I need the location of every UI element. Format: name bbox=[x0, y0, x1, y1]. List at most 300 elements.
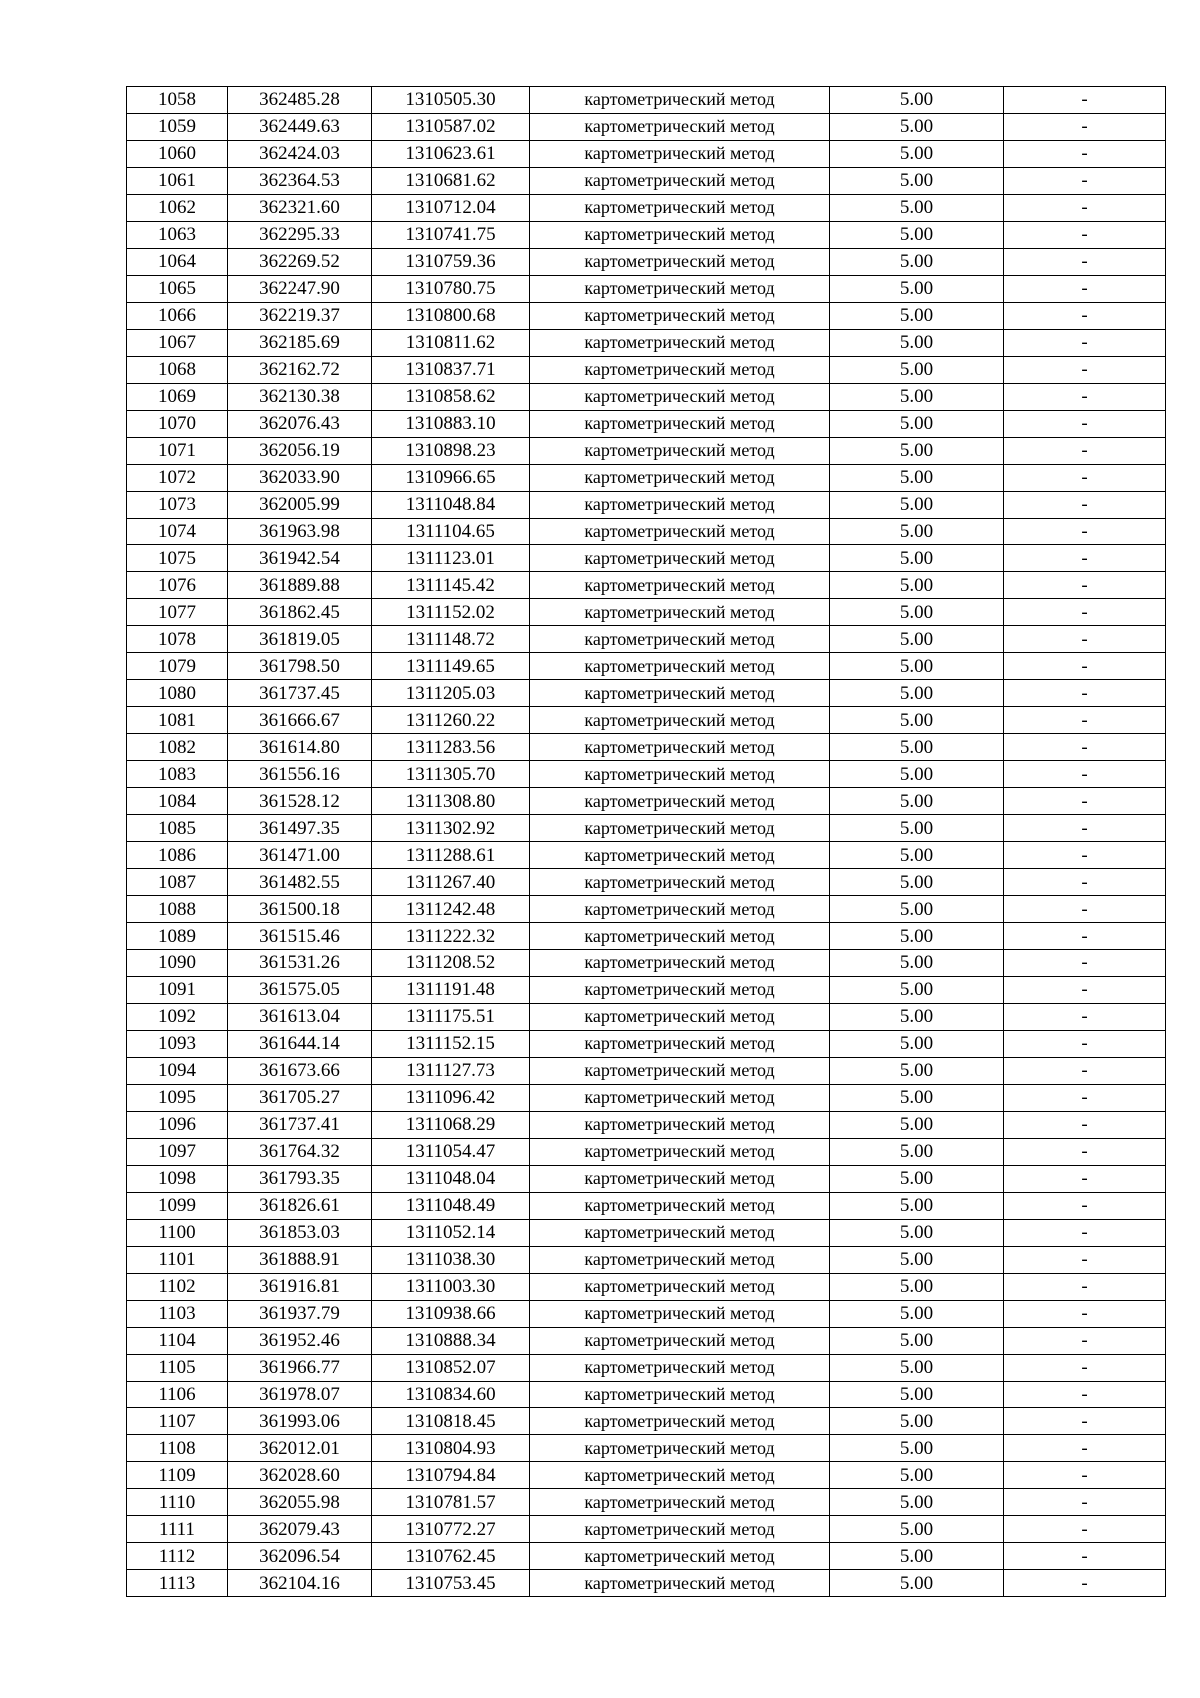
cell-method: картометрический метод bbox=[530, 1273, 830, 1300]
table-row bbox=[127, 329, 1166, 356]
cell-note: - bbox=[1004, 248, 1166, 275]
cell-y: 1310762.45 bbox=[372, 1543, 530, 1570]
cell-method: картометрический метод bbox=[530, 1300, 830, 1327]
table-row bbox=[127, 1192, 1166, 1219]
cell-accuracy: 5.00 bbox=[830, 1543, 1004, 1570]
table-row bbox=[127, 1489, 1166, 1516]
cell-accuracy: 5.00 bbox=[830, 87, 1004, 114]
cell-y: 1310834.60 bbox=[372, 1381, 530, 1408]
cell-point: 1085 bbox=[127, 815, 228, 842]
cell-note: - bbox=[1004, 1273, 1166, 1300]
cell-point: 1063 bbox=[127, 221, 228, 248]
cell-method: картометрический метод bbox=[530, 572, 830, 599]
cell-note: - bbox=[1004, 1057, 1166, 1084]
cell-y: 1310741.75 bbox=[372, 221, 530, 248]
cell-point: 1069 bbox=[127, 383, 228, 410]
cell-accuracy: 5.00 bbox=[830, 761, 1004, 788]
cell-method: картометрический метод bbox=[530, 923, 830, 950]
cell-method: картометрический метод bbox=[530, 976, 830, 1003]
cell-y: 1310681.62 bbox=[372, 167, 530, 194]
cell-point: 1065 bbox=[127, 275, 228, 302]
cell-x: 362424.03 bbox=[228, 140, 372, 167]
cell-note: - bbox=[1004, 1408, 1166, 1435]
cell-accuracy: 5.00 bbox=[830, 1327, 1004, 1354]
cell-note: - bbox=[1004, 761, 1166, 788]
cell-method: картометрический метод bbox=[530, 1489, 830, 1516]
cell-y: 1311208.52 bbox=[372, 950, 530, 977]
cell-x: 362005.99 bbox=[228, 491, 372, 518]
table-row bbox=[127, 1219, 1166, 1246]
cell-x: 361673.66 bbox=[228, 1057, 372, 1084]
table-row bbox=[127, 653, 1166, 680]
cell-y: 1311308.80 bbox=[372, 788, 530, 815]
cell-point: 1090 bbox=[127, 950, 228, 977]
cell-note: - bbox=[1004, 788, 1166, 815]
table-row bbox=[127, 1543, 1166, 1570]
cell-y: 1310753.45 bbox=[372, 1570, 530, 1597]
cell-accuracy: 5.00 bbox=[830, 1462, 1004, 1489]
cell-method: картометрический метод bbox=[530, 383, 830, 410]
cell-accuracy: 5.00 bbox=[830, 815, 1004, 842]
cell-point: 1076 bbox=[127, 572, 228, 599]
cell-accuracy: 5.00 bbox=[830, 896, 1004, 923]
cell-y: 1310804.93 bbox=[372, 1435, 530, 1462]
table-row bbox=[127, 491, 1166, 518]
cell-method: картометрический метод bbox=[530, 221, 830, 248]
cell-accuracy: 5.00 bbox=[830, 1030, 1004, 1057]
cell-method: картометрический метод bbox=[530, 1462, 830, 1489]
cell-note: - bbox=[1004, 1381, 1166, 1408]
table-row bbox=[127, 1273, 1166, 1300]
cell-point: 1113 bbox=[127, 1570, 228, 1597]
cell-point: 1110 bbox=[127, 1489, 228, 1516]
cell-x: 361862.45 bbox=[228, 599, 372, 626]
cell-y: 1311152.02 bbox=[372, 599, 530, 626]
cell-y: 1311104.65 bbox=[372, 518, 530, 545]
cell-point: 1088 bbox=[127, 896, 228, 923]
cell-method: картометрический метод bbox=[530, 1111, 830, 1138]
cell-x: 361826.61 bbox=[228, 1192, 372, 1219]
cell-accuracy: 5.00 bbox=[830, 1138, 1004, 1165]
cell-accuracy: 5.00 bbox=[830, 1192, 1004, 1219]
cell-accuracy: 5.00 bbox=[830, 1057, 1004, 1084]
cell-y: 1311260.22 bbox=[372, 707, 530, 734]
cell-method: картометрический метод bbox=[530, 518, 830, 545]
cell-method: картометрический метод bbox=[530, 140, 830, 167]
cell-method: картометрический метод bbox=[530, 1543, 830, 1570]
cell-method: картометрический метод bbox=[530, 302, 830, 329]
table-row bbox=[127, 194, 1166, 221]
cell-point: 1087 bbox=[127, 869, 228, 896]
table-row bbox=[127, 869, 1166, 896]
cell-method: картометрический метод bbox=[530, 1327, 830, 1354]
cell-y: 1311242.48 bbox=[372, 896, 530, 923]
cell-accuracy: 5.00 bbox=[830, 572, 1004, 599]
cell-x: 361942.54 bbox=[228, 545, 372, 572]
cell-accuracy: 5.00 bbox=[830, 1084, 1004, 1111]
cell-point: 1108 bbox=[127, 1435, 228, 1462]
cell-point: 1061 bbox=[127, 167, 228, 194]
cell-method: картометрический метод bbox=[530, 437, 830, 464]
coordinates-table-body bbox=[127, 87, 1166, 1597]
cell-x: 362449.63 bbox=[228, 113, 372, 140]
cell-method: картометрический метод bbox=[530, 1246, 830, 1273]
cell-y: 1310888.34 bbox=[372, 1327, 530, 1354]
cell-y: 1310858.62 bbox=[372, 383, 530, 410]
table-row bbox=[127, 1111, 1166, 1138]
cell-method: картометрический метод bbox=[530, 194, 830, 221]
cell-method: картометрический метод bbox=[530, 626, 830, 653]
cell-note: - bbox=[1004, 976, 1166, 1003]
cell-x: 362056.19 bbox=[228, 437, 372, 464]
cell-note: - bbox=[1004, 545, 1166, 572]
cell-point: 1072 bbox=[127, 464, 228, 491]
cell-x: 361531.26 bbox=[228, 950, 372, 977]
cell-x: 362485.28 bbox=[228, 87, 372, 114]
cell-x: 361644.14 bbox=[228, 1030, 372, 1057]
cell-method: картометрический метод bbox=[530, 275, 830, 302]
cell-point: 1100 bbox=[127, 1219, 228, 1246]
cell-note: - bbox=[1004, 680, 1166, 707]
cell-y: 1310966.65 bbox=[372, 464, 530, 491]
cell-y: 1311123.01 bbox=[372, 545, 530, 572]
cell-accuracy: 5.00 bbox=[830, 1381, 1004, 1408]
table-row bbox=[127, 87, 1166, 114]
cell-x: 361737.41 bbox=[228, 1111, 372, 1138]
cell-y: 1310712.04 bbox=[372, 194, 530, 221]
cell-y: 1311003.30 bbox=[372, 1273, 530, 1300]
cell-method: картометрический метод bbox=[530, 734, 830, 761]
cell-accuracy: 5.00 bbox=[830, 1570, 1004, 1597]
table-row bbox=[127, 976, 1166, 1003]
cell-point: 1070 bbox=[127, 410, 228, 437]
cell-accuracy: 5.00 bbox=[830, 1516, 1004, 1543]
cell-note: - bbox=[1004, 356, 1166, 383]
table-row bbox=[127, 356, 1166, 383]
cell-accuracy: 5.00 bbox=[830, 1300, 1004, 1327]
table-row bbox=[127, 113, 1166, 140]
cell-note: - bbox=[1004, 221, 1166, 248]
cell-accuracy: 5.00 bbox=[830, 653, 1004, 680]
cell-x: 362295.33 bbox=[228, 221, 372, 248]
cell-point: 1097 bbox=[127, 1138, 228, 1165]
cell-point: 1094 bbox=[127, 1057, 228, 1084]
cell-accuracy: 5.00 bbox=[830, 976, 1004, 1003]
cell-point: 1066 bbox=[127, 302, 228, 329]
cell-y: 1311205.03 bbox=[372, 680, 530, 707]
cell-accuracy: 5.00 bbox=[830, 680, 1004, 707]
cell-note: - bbox=[1004, 410, 1166, 437]
table-row bbox=[127, 923, 1166, 950]
cell-x: 361471.00 bbox=[228, 842, 372, 869]
cell-y: 1310781.57 bbox=[372, 1489, 530, 1516]
cell-point: 1102 bbox=[127, 1273, 228, 1300]
cell-accuracy: 5.00 bbox=[830, 545, 1004, 572]
cell-y: 1310938.66 bbox=[372, 1300, 530, 1327]
cell-note: - bbox=[1004, 87, 1166, 114]
cell-method: картометрический метод bbox=[530, 842, 830, 869]
table-row bbox=[127, 1084, 1166, 1111]
cell-x: 362104.16 bbox=[228, 1570, 372, 1597]
cell-point: 1073 bbox=[127, 491, 228, 518]
cell-note: - bbox=[1004, 1543, 1166, 1570]
cell-y: 1311191.48 bbox=[372, 976, 530, 1003]
cell-note: - bbox=[1004, 869, 1166, 896]
cell-point: 1095 bbox=[127, 1084, 228, 1111]
table-row bbox=[127, 1165, 1166, 1192]
cell-method: картометрический метод bbox=[530, 464, 830, 491]
cell-x: 362096.54 bbox=[228, 1543, 372, 1570]
cell-x: 361963.98 bbox=[228, 518, 372, 545]
cell-method: картометрический метод bbox=[530, 356, 830, 383]
table-row bbox=[127, 1462, 1166, 1489]
cell-y: 1311288.61 bbox=[372, 842, 530, 869]
cell-x: 361528.12 bbox=[228, 788, 372, 815]
cell-accuracy: 5.00 bbox=[830, 1489, 1004, 1516]
cell-accuracy: 5.00 bbox=[830, 788, 1004, 815]
cell-point: 1064 bbox=[127, 248, 228, 275]
cell-note: - bbox=[1004, 113, 1166, 140]
table-row bbox=[127, 626, 1166, 653]
table-row bbox=[127, 302, 1166, 329]
cell-method: картометрический метод bbox=[530, 1165, 830, 1192]
cell-note: - bbox=[1004, 1111, 1166, 1138]
cell-point: 1103 bbox=[127, 1300, 228, 1327]
cell-y: 1311283.56 bbox=[372, 734, 530, 761]
cell-accuracy: 5.00 bbox=[830, 518, 1004, 545]
table-row bbox=[127, 734, 1166, 761]
cell-method: картометрический метод bbox=[530, 1057, 830, 1084]
cell-note: - bbox=[1004, 1003, 1166, 1030]
cell-y: 1310587.02 bbox=[372, 113, 530, 140]
cell-point: 1104 bbox=[127, 1327, 228, 1354]
cell-note: - bbox=[1004, 518, 1166, 545]
cell-note: - bbox=[1004, 842, 1166, 869]
cell-note: - bbox=[1004, 1300, 1166, 1327]
cell-point: 1074 bbox=[127, 518, 228, 545]
cell-method: картометрический метод bbox=[530, 248, 830, 275]
cell-method: картометрический метод bbox=[530, 1003, 830, 1030]
cell-note: - bbox=[1004, 1219, 1166, 1246]
cell-x: 362028.60 bbox=[228, 1462, 372, 1489]
cell-point: 1089 bbox=[127, 923, 228, 950]
cell-point: 1077 bbox=[127, 599, 228, 626]
table-row bbox=[127, 788, 1166, 815]
cell-note: - bbox=[1004, 1570, 1166, 1597]
cell-x: 361737.45 bbox=[228, 680, 372, 707]
cell-x: 362012.01 bbox=[228, 1435, 372, 1462]
cell-note: - bbox=[1004, 923, 1166, 950]
cell-y: 1311127.73 bbox=[372, 1057, 530, 1084]
table-row bbox=[127, 815, 1166, 842]
cell-point: 1081 bbox=[127, 707, 228, 734]
cell-note: - bbox=[1004, 329, 1166, 356]
cell-accuracy: 5.00 bbox=[830, 707, 1004, 734]
cell-y: 1311149.65 bbox=[372, 653, 530, 680]
cell-x: 361978.07 bbox=[228, 1381, 372, 1408]
cell-method: картометрический метод bbox=[530, 1354, 830, 1381]
table-row bbox=[127, 1138, 1166, 1165]
cell-y: 1311152.15 bbox=[372, 1030, 530, 1057]
cell-x: 361889.88 bbox=[228, 572, 372, 599]
cell-x: 361705.27 bbox=[228, 1084, 372, 1111]
cell-point: 1080 bbox=[127, 680, 228, 707]
cell-method: картометрический метод bbox=[530, 1084, 830, 1111]
cell-accuracy: 5.00 bbox=[830, 1408, 1004, 1435]
cell-point: 1091 bbox=[127, 976, 228, 1003]
cell-point: 1109 bbox=[127, 1462, 228, 1489]
table-row bbox=[127, 248, 1166, 275]
cell-x: 361497.35 bbox=[228, 815, 372, 842]
cell-point: 1101 bbox=[127, 1246, 228, 1273]
cell-y: 1310811.62 bbox=[372, 329, 530, 356]
cell-y: 1311305.70 bbox=[372, 761, 530, 788]
cell-accuracy: 5.00 bbox=[830, 1003, 1004, 1030]
cell-y: 1310794.84 bbox=[372, 1462, 530, 1489]
cell-note: - bbox=[1004, 599, 1166, 626]
cell-x: 361515.46 bbox=[228, 923, 372, 950]
cell-y: 1310898.23 bbox=[372, 437, 530, 464]
cell-note: - bbox=[1004, 1138, 1166, 1165]
cell-accuracy: 5.00 bbox=[830, 1165, 1004, 1192]
cell-accuracy: 5.00 bbox=[830, 1111, 1004, 1138]
table-row bbox=[127, 896, 1166, 923]
cell-x: 361666.67 bbox=[228, 707, 372, 734]
cell-accuracy: 5.00 bbox=[830, 140, 1004, 167]
table-row bbox=[127, 572, 1166, 599]
cell-note: - bbox=[1004, 734, 1166, 761]
cell-note: - bbox=[1004, 1165, 1166, 1192]
cell-point: 1096 bbox=[127, 1111, 228, 1138]
table-row bbox=[127, 140, 1166, 167]
table-row bbox=[127, 1003, 1166, 1030]
table-row bbox=[127, 950, 1166, 977]
cell-note: - bbox=[1004, 167, 1166, 194]
table-row bbox=[127, 1057, 1166, 1084]
cell-note: - bbox=[1004, 1327, 1166, 1354]
cell-y: 1311145.42 bbox=[372, 572, 530, 599]
cell-note: - bbox=[1004, 1246, 1166, 1273]
cell-point: 1082 bbox=[127, 734, 228, 761]
cell-method: картометрический метод bbox=[530, 1435, 830, 1462]
cell-method: картометрический метод bbox=[530, 113, 830, 140]
cell-accuracy: 5.00 bbox=[830, 221, 1004, 248]
cell-note: - bbox=[1004, 950, 1166, 977]
table-row bbox=[127, 275, 1166, 302]
table-row bbox=[127, 437, 1166, 464]
table-row bbox=[127, 707, 1166, 734]
table-row bbox=[127, 1516, 1166, 1543]
table-row bbox=[127, 1030, 1166, 1057]
cell-y: 1311048.84 bbox=[372, 491, 530, 518]
cell-point: 1059 bbox=[127, 113, 228, 140]
cell-y: 1311038.30 bbox=[372, 1246, 530, 1273]
cell-method: картометрический метод bbox=[530, 1516, 830, 1543]
cell-note: - bbox=[1004, 194, 1166, 221]
cell-method: картометрический метод bbox=[530, 707, 830, 734]
cell-y: 1311096.42 bbox=[372, 1084, 530, 1111]
cell-accuracy: 5.00 bbox=[830, 842, 1004, 869]
cell-point: 1062 bbox=[127, 194, 228, 221]
cell-point: 1084 bbox=[127, 788, 228, 815]
cell-note: - bbox=[1004, 572, 1166, 599]
cell-x: 361916.81 bbox=[228, 1273, 372, 1300]
table-row bbox=[127, 1381, 1166, 1408]
table-row bbox=[127, 221, 1166, 248]
cell-y: 1311048.49 bbox=[372, 1192, 530, 1219]
cell-note: - bbox=[1004, 1489, 1166, 1516]
cell-point: 1079 bbox=[127, 653, 228, 680]
cell-accuracy: 5.00 bbox=[830, 248, 1004, 275]
cell-x: 362055.98 bbox=[228, 1489, 372, 1516]
cell-x: 362364.53 bbox=[228, 167, 372, 194]
cell-y: 1310505.30 bbox=[372, 87, 530, 114]
cell-accuracy: 5.00 bbox=[830, 464, 1004, 491]
cell-method: картометрический метод bbox=[530, 1192, 830, 1219]
cell-note: - bbox=[1004, 275, 1166, 302]
cell-y: 1311054.47 bbox=[372, 1138, 530, 1165]
cell-point: 1099 bbox=[127, 1192, 228, 1219]
cell-method: картометрический метод bbox=[530, 896, 830, 923]
cell-point: 1071 bbox=[127, 437, 228, 464]
cell-point: 1078 bbox=[127, 626, 228, 653]
cell-accuracy: 5.00 bbox=[830, 1246, 1004, 1273]
table-row bbox=[127, 545, 1166, 572]
cell-point: 1083 bbox=[127, 761, 228, 788]
cell-point: 1092 bbox=[127, 1003, 228, 1030]
cell-accuracy: 5.00 bbox=[830, 599, 1004, 626]
cell-y: 1310837.71 bbox=[372, 356, 530, 383]
cell-note: - bbox=[1004, 302, 1166, 329]
cell-y: 1311175.51 bbox=[372, 1003, 530, 1030]
cell-y: 1311148.72 bbox=[372, 626, 530, 653]
cell-y: 1311222.32 bbox=[372, 923, 530, 950]
cell-x: 361482.55 bbox=[228, 869, 372, 896]
cell-y: 1310818.45 bbox=[372, 1408, 530, 1435]
coordinates-table bbox=[126, 86, 1166, 1597]
cell-note: - bbox=[1004, 1084, 1166, 1111]
cell-point: 1060 bbox=[127, 140, 228, 167]
cell-x: 361614.80 bbox=[228, 734, 372, 761]
cell-point: 1111 bbox=[127, 1516, 228, 1543]
cell-accuracy: 5.00 bbox=[830, 437, 1004, 464]
cell-point: 1093 bbox=[127, 1030, 228, 1057]
cell-point: 1058 bbox=[127, 87, 228, 114]
table-row bbox=[127, 1300, 1166, 1327]
cell-accuracy: 5.00 bbox=[830, 302, 1004, 329]
cell-note: - bbox=[1004, 437, 1166, 464]
cell-x: 362321.60 bbox=[228, 194, 372, 221]
table-row bbox=[127, 383, 1166, 410]
cell-y: 1310883.10 bbox=[372, 410, 530, 437]
cell-x: 362130.38 bbox=[228, 383, 372, 410]
cell-point: 1086 bbox=[127, 842, 228, 869]
cell-accuracy: 5.00 bbox=[830, 626, 1004, 653]
cell-method: картометрический метод bbox=[530, 950, 830, 977]
cell-point: 1107 bbox=[127, 1408, 228, 1435]
table-row bbox=[127, 464, 1166, 491]
cell-note: - bbox=[1004, 491, 1166, 518]
cell-accuracy: 5.00 bbox=[830, 194, 1004, 221]
cell-note: - bbox=[1004, 464, 1166, 491]
cell-note: - bbox=[1004, 626, 1166, 653]
cell-method: картометрический метод bbox=[530, 788, 830, 815]
cell-accuracy: 5.00 bbox=[830, 113, 1004, 140]
cell-method: картометрический метод bbox=[530, 761, 830, 788]
cell-method: картометрический метод bbox=[530, 1570, 830, 1597]
cell-method: картометрический метод bbox=[530, 167, 830, 194]
cell-point: 1112 bbox=[127, 1543, 228, 1570]
